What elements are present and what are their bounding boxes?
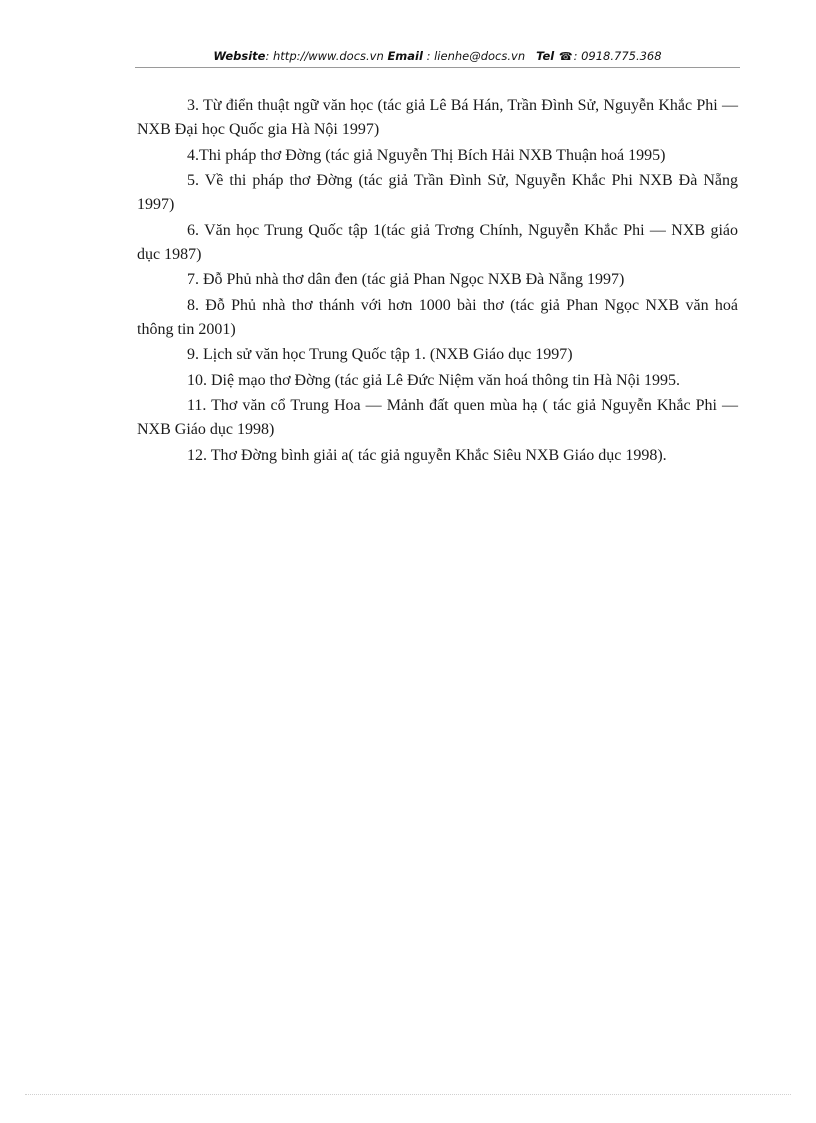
tel-label: Tel	[536, 49, 555, 63]
reference-item: 3. Từ điển thuật ngữ văn học (tác giả Lê Bá Hán, Trần Đình Sử, Nguyễn Khắc Phi — NXB Đại học Quốc gia Hà Nội 1997)	[137, 97, 738, 138]
phone-icon: ☎	[558, 50, 573, 63]
reference-item: 11. Thơ văn cổ Trung Hoa — Mảnh đất quen mùa hạ ( tác giả Nguyễn Khắc Phi — NXB Giáo dục 1998)	[137, 397, 738, 438]
reference-list	[137, 94, 738, 468]
email-label: Email	[387, 49, 423, 63]
reference-item: 4.Thi pháp thơ Đờng (tác giả Nguyễn Thị Bích Hải NXB Thuận hoá 1995)	[187, 146, 666, 164]
reference-item: 12. Thơ Đờng bình giải a( tác giả nguyễn Khắc Siêu NXB Giáo dục 1998).	[187, 446, 667, 464]
website-label: Website	[213, 49, 266, 63]
page-header	[135, 47, 740, 68]
reference-item: 10. Diệ mạo thơ Đờng (tác giả Lê Đức Niệm văn hoá thông tin Hà Nội 1995.	[187, 371, 681, 389]
reference-item: 7. Đỗ Phủ nhà thơ dân đen (tác giả Phan Ngọc NXB Đà Nẵng 1997)	[187, 271, 625, 288]
page-bottom-divider	[25, 1094, 791, 1095]
reference-item: 9. Lịch sử văn học Trung Quốc tập 1. (NXB Giáo dục 1997)	[187, 346, 573, 363]
website-url[interactable]: : http://www.docs.vn	[265, 49, 384, 63]
tel-number: : 0918.775.368	[573, 49, 662, 63]
reference-item: 5. Về thi pháp thơ Đờng (tác giả Trần Đình Sử, Nguyễn Khắc Phi NXB Đà Nẵng 1997)	[137, 172, 738, 213]
reference-item: 6. Văn học Trung Quốc tập 1(tác giả Trơng Chính, Nguyễn Khắc Phi — NXB giáo dục 1987)	[137, 221, 738, 263]
email-address[interactable]: : lienhe@docs.vn	[422, 49, 526, 63]
reference-item: 8. Đỗ Phủ nhà thơ thánh với hơn 1000 bài thơ (tác giả Phan Ngọc NXB văn hoá thông tin 2001)	[137, 296, 738, 338]
